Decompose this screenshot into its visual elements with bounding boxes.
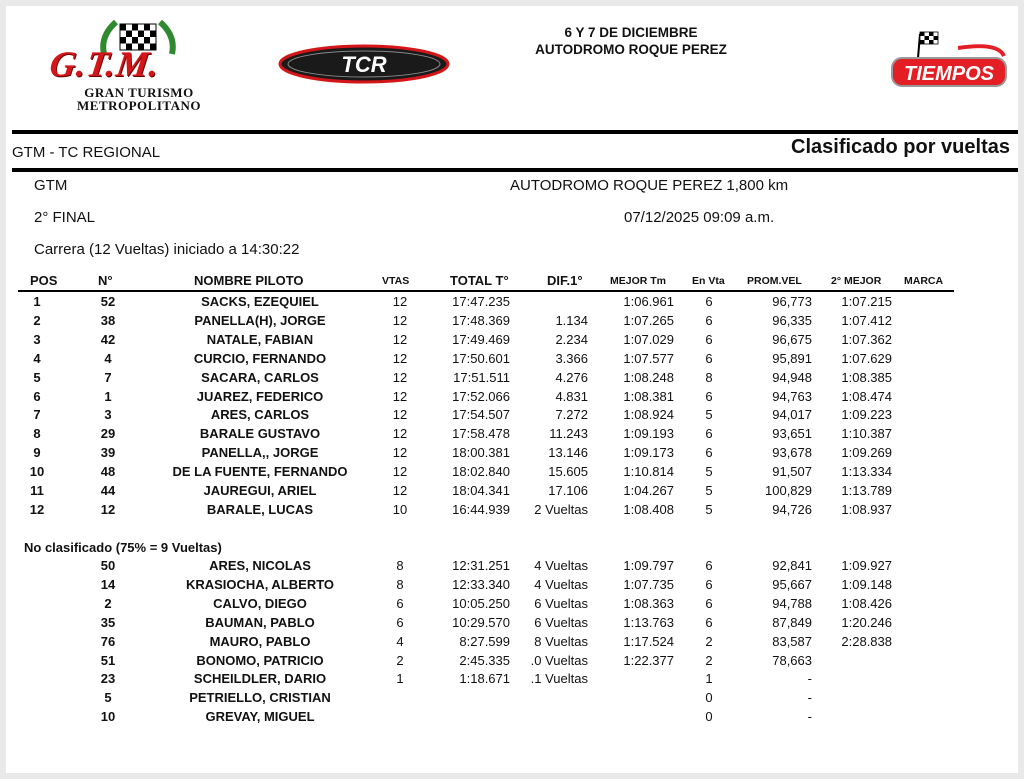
table-row [6,634,1018,653]
tcr-logo-text: TCR [341,52,387,77]
cell-total: 10:29.570 [452,614,510,630]
cell-avg-speed: 94,948 [772,369,812,385]
cell-num: 23 [100,671,116,687]
col-best-lap: En Vta [692,275,725,287]
cell-diff: 2.234 [555,331,588,347]
tiempos-logo-text: TIEMPOS [903,63,995,85]
cell-pos: 6 [33,388,41,404]
col-num: N° [98,273,113,288]
table-row [6,313,1018,332]
cell-total: 12:33.340 [452,576,510,592]
cell-best: 1:09.797 [623,558,674,573]
cell-laps: 12 [392,350,408,366]
cell-num: 5 [104,690,112,706]
cell-avg-speed: 92,841 [772,558,812,573]
cell-avg-speed: 100,829 [765,483,812,498]
cell-avg-speed: 96,335 [772,312,812,328]
cell-laps: 12 [392,312,408,328]
event-heading [481,24,781,58]
cell-best-lap: 6 [705,294,713,309]
col-mark: MARCA [904,275,944,287]
table-row [6,389,1018,408]
cell-total: 12:31.251 [452,558,510,573]
table-row [6,426,1018,445]
cell-diff: 17.106 [548,483,588,498]
cell-best-lap: 6 [705,614,713,630]
cell-total: 16:44.939 [452,501,510,517]
table-row [6,690,1018,709]
cell-best: 1:10.814 [623,464,674,480]
cell-best-lap: 0 [705,690,713,706]
cell-best: 1:07.577 [623,350,674,366]
cell-driver: SACARA, CARLOS [201,369,319,385]
table-row [6,502,1018,521]
cell-diff: .1 Vueltas [530,671,588,687]
cell-diff: 3.366 [555,350,588,366]
title-divider [12,168,1018,172]
cell-driver: BAUMAN, PABLO [205,614,315,630]
table-row [6,615,1018,634]
cell-avg-speed: 93,678 [772,445,812,461]
cell-best: 1:08.924 [623,407,674,423]
gtm-logo-line1: GRAN TURISMO [84,85,194,100]
col-name: NOMBRE PILOTO [194,273,304,288]
cell-second-best: 1:07.629 [841,350,892,366]
cell-avg-speed: 87,849 [772,614,812,630]
cell-pos: 4 [33,350,41,366]
cell-driver: SCHEILDLER, DARIO [193,671,327,687]
cell-driver: SACKS, EZEQUIEL [201,294,319,309]
cell-best: 1:08.408 [623,501,674,517]
cell-total: 17:58.478 [452,426,510,442]
table-row [6,351,1018,370]
table-row [6,653,1018,672]
cell-second-best: 1:08.474 [841,388,892,404]
cell-second-best: 1:09.223 [841,407,892,423]
col-second-best: 2° MEJOR [831,275,882,287]
cell-pos: 7 [33,407,41,423]
cell-second-best: 1:09.148 [841,576,892,592]
cell-laps: 6 [396,595,404,611]
cell-num: 51 [100,652,116,668]
cell-avg-speed: 93,651 [772,426,812,442]
cell-pos: 2 [33,312,41,328]
cell-laps: 6 [396,614,404,630]
cell-avg-speed: 96,675 [772,331,812,347]
cell-total: 17:48.369 [452,312,510,328]
cell-best: 1:22.377 [623,652,674,668]
cell-pos: 8 [33,426,41,442]
cell-second-best: 1:10.387 [841,426,892,442]
session-name: 2° FINAL [34,209,96,226]
cell-num: 38 [100,312,116,328]
table-row [6,407,1018,426]
gtm-logo [46,16,232,116]
cell-best: 1:07.029 [623,331,674,347]
cell-num: 14 [100,576,116,592]
cell-laps: 12 [392,445,408,461]
cell-num: 1 [104,388,112,404]
cell-pos: 3 [33,331,41,347]
cell-avg-speed: 83,587 [772,633,812,649]
cell-laps: 12 [392,369,408,385]
cell-best-lap: 8 [705,369,713,385]
cell-diff: 15.605 [548,464,588,480]
cell-laps: 8 [396,576,404,592]
cell-num: 39 [100,445,116,461]
cell-best-lap: 6 [705,388,713,404]
cell-best: 1:17.524 [623,633,674,649]
cell-best-lap: 6 [705,595,713,611]
cell-second-best: 1:07.215 [841,294,892,309]
cell-num: 35 [100,614,116,630]
col-total: TOTAL T° [450,273,509,288]
cell-second-best: 2:28.838 [841,633,892,649]
cell-driver: DE LA FUENTE, FERNANDO [172,464,348,480]
cell-laps: 12 [392,407,408,423]
cell-laps: 12 [392,483,408,498]
cell-total: 17:51.511 [453,369,510,385]
cell-diff: 4 Vueltas [534,576,588,592]
cell-driver: BONOMO, PATRICIO [196,652,324,668]
cell-laps: 1 [396,671,404,687]
cell-driver: BARALE GUSTAVO [199,426,321,442]
cell-driver: PANELLA(H), JORGE [194,312,326,328]
cell-driver: CALVO, DIEGO [213,595,307,611]
cell-diff: 4.831 [555,388,588,404]
cell-best-lap: 6 [705,558,713,573]
results-sheet [6,6,1018,773]
cell-best: 1:09.193 [623,426,674,442]
col-laps: VTAS [382,275,410,287]
cell-driver: NATALE, FABIAN [206,331,314,347]
cell-pos: 11 [30,483,44,498]
table-row [6,445,1018,464]
cell-num: 44 [100,483,116,498]
cell-total: 18:02.840 [452,464,510,480]
cell-diff: .0 Vueltas [530,652,588,668]
cell-second-best: 1:09.269 [841,445,892,461]
cell-best: 1:08.381 [623,388,674,404]
cell-diff: 4 Vueltas [534,558,588,573]
table-row [6,332,1018,351]
cell-best: 1:13.763 [623,614,674,630]
cell-best: 1:06.961 [623,294,674,309]
cell-avg-speed: 95,667 [772,576,812,592]
cell-num: 3 [104,407,112,423]
header-divider [12,130,1018,134]
cell-diff: 2 Vueltas [534,501,588,517]
cell-best-lap: 6 [705,350,713,366]
cell-total: 1:18.671 [459,671,510,687]
cell-num: 4 [104,350,112,366]
cell-pos: 5 [33,369,41,385]
cell-diff: 1.134 [555,312,588,328]
col-best: MEJOR Tm [610,275,667,287]
table-row [6,294,1018,313]
cell-num: 76 [100,633,116,649]
cell-avg-speed: - [807,671,812,687]
cell-laps: 10 [392,501,408,517]
cell-avg-speed: 94,763 [772,388,812,404]
cell-num: 12 [100,501,116,517]
cell-best-lap: 1 [705,671,713,687]
table-row [6,577,1018,596]
cell-driver: PANELLA,, JORGE [201,445,319,461]
cell-best-lap: 6 [705,331,713,347]
cell-driver: BARALE, LUCAS [206,501,314,517]
circuit-info: AUTODROMO ROQUE PEREZ 1,800 km [510,177,789,194]
cell-driver: JUAREZ, FEDERICO [196,388,324,404]
gtm-logo-line2: METROPOLITANO [77,98,201,113]
cell-total: 10:05.250 [452,595,510,611]
cell-avg-speed: - [807,690,812,706]
cell-total: 8:27.599 [459,633,510,649]
cell-total: 17:54.507 [452,407,510,423]
cell-best: 1:08.363 [623,595,674,611]
cell-driver: ARES, CARLOS [210,407,310,423]
col-diff: DIF.1° [547,273,583,288]
cell-driver: KRASIOCHA, ALBERTO [185,576,335,592]
cell-diff: 6 Vueltas [534,595,588,611]
table-row [6,464,1018,483]
cell-num: 52 [100,294,116,309]
table-header-divider [18,290,954,292]
cell-driver: PETRIELLO, CRISTIAN [189,690,331,706]
cell-num: 42 [100,331,116,347]
cell-best-lap: 2 [705,652,713,668]
cell-total: 2:45.335 [459,652,510,668]
cell-num: 7 [104,369,112,385]
cell-second-best: 1:08.385 [841,369,892,385]
cell-best-lap: 5 [705,501,713,517]
cell-second-best: 1:08.937 [841,501,892,517]
cell-second-best: 1:20.246 [841,614,892,630]
cell-best-lap: 2 [705,633,713,649]
cell-second-best: 1:13.789 [841,483,892,498]
tcr-logo [278,44,450,84]
cell-laps: 12 [392,331,408,347]
cell-num: 2 [104,595,112,611]
cell-total: 17:52.066 [452,388,510,404]
cell-diff: 13.146 [548,445,588,461]
cell-best-lap: 6 [705,426,713,442]
cell-best: 1:07.265 [623,312,674,328]
cell-driver: JAUREGUI, ARIEL [203,483,317,498]
class-name: GTM [34,177,68,194]
cell-second-best: 1:07.412 [841,312,892,328]
cell-best-lap: 5 [705,483,713,498]
cell-avg-speed: 94,726 [772,501,812,517]
cell-best: 1:08.248 [623,369,674,385]
report-datetime: 07/12/2025 09:09 a.m. [624,209,775,226]
cell-avg-speed: - [807,709,812,725]
cell-second-best: 1:08.426 [841,595,892,611]
cell-best-lap: 5 [705,464,713,480]
cell-best-lap: 6 [705,312,713,328]
cell-driver: MAURO, PABLO [209,633,311,649]
cell-driver: GREVAY, MIGUEL [205,709,315,725]
cell-diff: 4.276 [555,369,588,385]
cell-laps: 4 [396,633,404,649]
cell-laps: 2 [396,652,404,668]
table-row [6,709,1018,728]
cell-second-best: 1:13.334 [841,464,892,480]
cell-diff: 7.272 [555,407,588,423]
cell-pos: 10 [29,464,45,480]
table-row [6,370,1018,389]
cell-avg-speed: 96,773 [772,294,812,309]
cell-second-best: 1:09.927 [841,558,892,573]
event-date: 6 Y 7 DE DICIEMBRE [564,25,698,40]
col-avg-speed: PROM.VEL [747,275,802,287]
cell-total: 18:04.341 [452,483,510,498]
event-venue: AUTODROMO ROQUE PEREZ [535,42,727,57]
cell-pos: 12 [29,501,45,517]
cell-avg-speed: 78,663 [772,652,812,668]
cell-best: 1:04.267 [623,483,674,498]
cell-best: 1:09.173 [623,445,674,461]
cell-best-lap: 6 [705,445,713,461]
cell-avg-speed: 91,507 [772,464,812,480]
cell-best-lap: 0 [705,709,713,725]
table-row [6,671,1018,690]
cell-total: 17:50.601 [452,350,510,366]
cell-num: 29 [100,426,116,442]
cell-second-best: 1:07.362 [841,331,892,347]
category-label: GTM - TC REGIONAL [12,144,161,161]
report-title: Clasificado por vueltas [791,136,1010,158]
cell-avg-speed: 94,788 [772,595,812,611]
cell-total: 18:00.381 [452,445,510,461]
cell-laps: 8 [396,558,404,573]
table-row [6,558,1018,577]
cell-diff: 8 Vueltas [534,633,588,649]
cell-num: 48 [100,464,116,480]
race-info: Carrera (12 Vueltas) iniciado a 14:30:22 [34,241,300,258]
cell-num: 50 [100,558,116,573]
cell-driver: ARES, NICOLAS [209,558,311,573]
gtm-logo-mark: G.T.M. [47,44,163,84]
cell-best-lap: 5 [705,407,713,423]
not-classified-label: No clasificado (75% = 9 Vueltas) [24,540,222,555]
cell-diff: 11.243 [549,426,588,442]
cell-diff: 6 Vueltas [534,614,588,630]
cell-pos: 1 [33,294,41,309]
cell-total: 17:47.235 [452,294,510,309]
cell-pos: 9 [33,445,41,461]
cell-laps: 12 [392,464,408,480]
cell-avg-speed: 94,017 [772,407,812,423]
cell-total: 17:49.469 [452,331,510,347]
cell-driver: CURCIO, FERNANDO [193,350,327,366]
checkered-flag-icon [918,32,938,58]
cell-num: 10 [100,709,116,725]
table-row [6,596,1018,615]
cell-avg-speed: 95,891 [772,350,812,366]
col-pos: POS [30,273,58,288]
cell-best-lap: 6 [705,576,713,592]
cell-best: 1:07.735 [623,576,674,592]
cell-laps: 12 [392,388,408,404]
cell-laps: 12 [392,426,408,442]
table-row [6,483,1018,502]
tiempos-logo [888,28,1010,92]
cell-laps: 12 [392,294,408,309]
